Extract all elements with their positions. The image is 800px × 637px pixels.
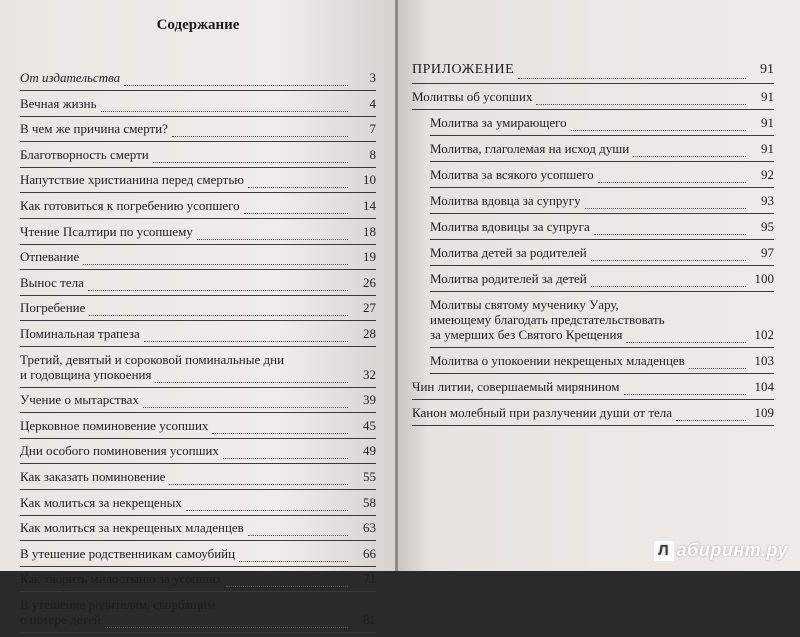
toc-entry-page: 100 [754, 271, 774, 286]
toc-entry-page: 49 [363, 443, 376, 459]
watermark-text: абиринт.ру [676, 540, 788, 560]
toc-entry-title: Как творить милостыню за усопших [20, 571, 223, 587]
labirint-watermark [654, 540, 788, 561]
toc-entry [412, 379, 774, 400]
toc-entry-title: Вечная жизнь [20, 95, 97, 111]
toc-entry-page: 55 [363, 468, 376, 484]
toc-entry [20, 249, 376, 270]
toc-entry [20, 224, 376, 245]
dot-leader [536, 103, 746, 105]
left-page [0, 0, 396, 627]
dot-leader [624, 393, 747, 395]
toc-entry [430, 193, 774, 214]
dot-leader [172, 135, 348, 137]
toc-entry-title: Учение о мытарствах [20, 392, 139, 408]
toc-entry-title: ПРИЛОЖЕНИЕ [412, 62, 515, 77]
toc-entry-title: Молитва за всякого усопшего [430, 167, 594, 182]
toc-entry [20, 597, 376, 633]
toc-entry-page: 97 [761, 245, 774, 260]
toc-entry [430, 115, 774, 136]
toc-entry-page: 63 [363, 520, 376, 536]
dot-leader [689, 367, 746, 369]
dot-leader [585, 207, 746, 209]
dot-leader [197, 238, 348, 240]
dot-leader [83, 263, 348, 265]
toc-entry [430, 245, 774, 266]
toc-entry [20, 70, 376, 91]
toc-entry-title: Молитвы святому мученику Уару, имеющему благодать предстательствовать за умерших без Святого Крещения [430, 297, 665, 342]
toc-entry [20, 352, 376, 388]
dot-leader [124, 84, 348, 86]
toc-entry [20, 326, 376, 347]
dot-leader [212, 432, 348, 434]
toc-entry-page: 92 [761, 167, 774, 182]
toc-title: Содержание [156, 17, 240, 33]
toc-entry-page: 27 [363, 300, 376, 316]
toc-entry-page: 91 [761, 89, 774, 104]
dot-leader [594, 233, 746, 235]
toc-entry [430, 271, 774, 292]
toc-entry-page: 71 [363, 571, 376, 587]
dot-leader [143, 406, 348, 408]
toc-entry-title: Погребение [20, 300, 86, 316]
dot-leader [591, 259, 746, 261]
dot-leader [144, 340, 348, 342]
toc-entry-page: 19 [363, 249, 376, 265]
toc-entry [20, 443, 376, 464]
toc-entry-page: 104 [754, 379, 774, 394]
toc-entry [20, 96, 376, 117]
toc-entry-title: Чин литии, совершаемый мирянином [412, 379, 620, 394]
toc-entry-page: 91 [761, 141, 774, 156]
toc-entry-title: Дни особого поминовения усопших [20, 443, 220, 459]
toc-entry-page: 91 [761, 115, 774, 130]
toc-entry-title: Молитва вдовицы за супруга [430, 219, 590, 234]
dot-leader [518, 77, 746, 79]
toc-entry [430, 141, 774, 162]
toc-entry-title: Канон молебный при разлучении души от тела [412, 405, 673, 420]
toc-entry [20, 172, 376, 193]
toc-entry [412, 89, 774, 110]
toc-entry-title: В утешение родителям, скорбящим о потере детей [20, 596, 216, 627]
toc-entry-page: 58 [363, 494, 376, 510]
toc-entry-page: 95 [761, 219, 774, 234]
toc-entry-page: 109 [754, 405, 774, 420]
toc-entry [430, 297, 774, 348]
toc-entry-page: 26 [363, 274, 376, 290]
dot-leader [591, 285, 746, 287]
toc-entry-page: 4 [369, 95, 376, 111]
dot-leader [155, 381, 348, 383]
dot-leader [101, 110, 348, 112]
dot-leader [186, 509, 348, 511]
toc-entry-page: 45 [363, 417, 376, 433]
toc-entry [20, 147, 376, 168]
toc-entry-title: Вынос тела [20, 274, 84, 290]
toc-entry-title: Молитва, глаголемая на исход души [430, 141, 630, 156]
toc-entry-title: Как готовиться к погребению усопшего [20, 197, 240, 213]
toc-entry [20, 300, 376, 321]
dot-leader [571, 129, 746, 131]
toc-entry-title: В утешение родственникам самоубийц [20, 545, 236, 561]
toc-entry [430, 167, 774, 188]
toc-left-list [20, 70, 376, 637]
toc-entry-page: 28 [363, 325, 376, 341]
toc-entry-page: 18 [363, 223, 376, 239]
toc-entry-page: 8 [369, 146, 376, 162]
toc-entry-page: 102 [754, 327, 774, 342]
toc-entry-page: 81 [363, 611, 376, 627]
toc-entry-title: Как молиться за некрещеных [20, 494, 182, 510]
dot-leader [169, 483, 348, 485]
toc-entry [20, 418, 376, 439]
dot-leader [223, 457, 348, 459]
dot-leader [633, 155, 746, 157]
toc-entry [430, 219, 774, 240]
toc-entry-title: Молитва за умирающего [430, 115, 567, 130]
toc-entry-title: Молитва о упокоении некрещеных младенцев [430, 353, 685, 368]
toc-entry [20, 198, 376, 219]
toc-entry [412, 62, 774, 84]
dot-leader [626, 341, 746, 343]
dot-leader [226, 585, 348, 587]
dot-leader [244, 212, 348, 214]
toc-entry-title: Молитвы об усопших [412, 89, 533, 104]
toc-entry-title: Напутствие христианина перед смертью [20, 172, 244, 188]
toc-entry [20, 495, 376, 516]
dot-leader [105, 626, 348, 628]
toc-entry [20, 392, 376, 413]
dot-leader [676, 419, 746, 421]
toc-entry-title: Молитва вдовца за супругу [430, 193, 581, 208]
dot-leader [88, 289, 348, 291]
toc-entry-title: Молитва родителей за детей [430, 271, 587, 286]
dot-leader [248, 534, 348, 536]
toc-entry-title: Благотворность смерти [20, 146, 149, 162]
toc-entry-title: Третий, девятый и сороковой поминальные дни и годовщина упокоения [20, 351, 285, 382]
toc-entry-page: 93 [761, 193, 774, 208]
toc-entry-title: Как заказать поминовение [20, 468, 166, 484]
toc-entry [20, 520, 376, 541]
labirint-logo-icon: Л [654, 541, 674, 561]
dot-leader [239, 560, 348, 562]
toc-entry [430, 353, 774, 374]
toc-entry-title: Церковное поминовение усопших [20, 417, 209, 433]
dot-leader [89, 314, 348, 316]
toc-right-list [412, 62, 774, 431]
toc-entry-page: 10 [363, 172, 376, 188]
toc-entry-page: 66 [363, 545, 376, 561]
toc-entry-page: 3 [369, 70, 376, 85]
toc-entry-title: Чтение Псалтири по усопшему [20, 223, 193, 239]
dot-leader [248, 186, 348, 188]
toc-entry-title: От издательства [20, 70, 121, 85]
toc-entry [20, 571, 376, 592]
toc-entry [412, 405, 774, 426]
toc-entry-title: В чем же причина смерти? [20, 121, 168, 137]
toc-entry-title: Как молиться за некрещеных младенцев [20, 520, 244, 536]
toc-entry [20, 121, 376, 142]
toc-entry-page: 7 [369, 121, 376, 137]
toc-entry-page: 32 [363, 366, 376, 382]
dot-leader [598, 181, 746, 183]
toc-entry-page: 14 [363, 197, 376, 213]
toc-entry-page: 39 [363, 392, 376, 408]
toc-entry [20, 546, 376, 567]
toc-entry [20, 469, 376, 490]
toc-entry-page: 103 [754, 353, 774, 368]
toc-entry-title: Отпевание [20, 249, 80, 265]
toc-entry-page: 91 [760, 62, 774, 77]
toc-entry-title: Молитва детей за родителей [430, 245, 587, 260]
dot-leader [153, 161, 348, 163]
toc-entry-title: Поминальная трапеза [20, 325, 140, 341]
toc-entry [20, 275, 376, 296]
